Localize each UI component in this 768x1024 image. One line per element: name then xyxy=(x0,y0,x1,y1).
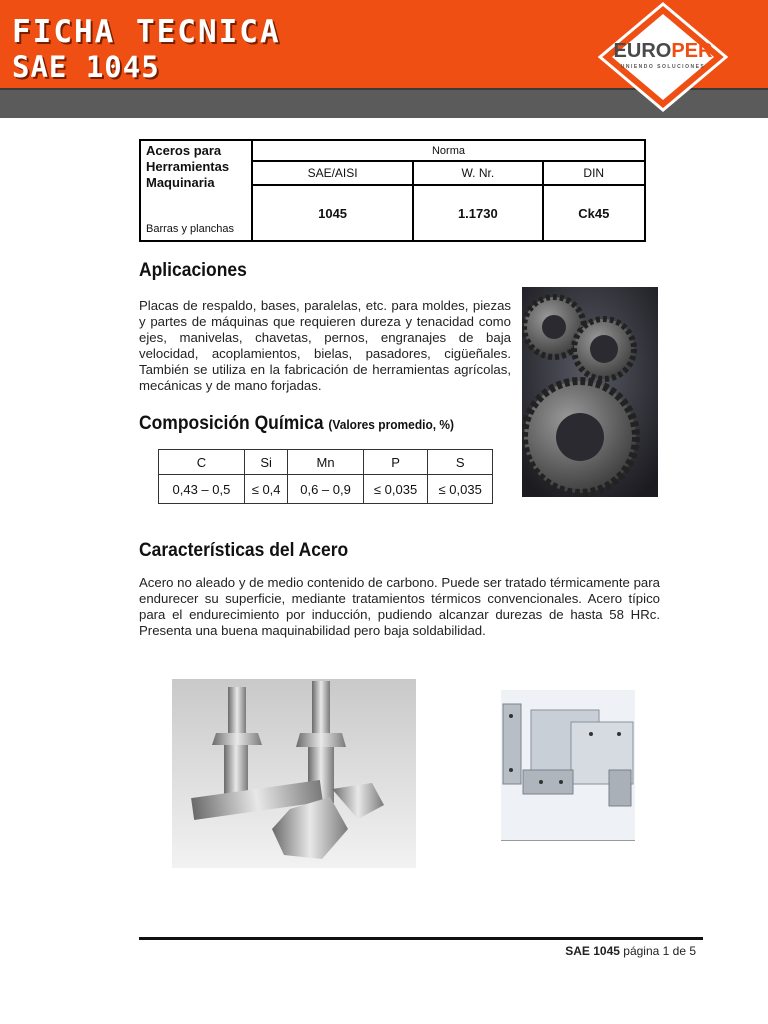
composicion-heading-note: (Valores promedio, %) xyxy=(328,417,455,432)
bolts-image xyxy=(172,679,416,868)
europer-logo xyxy=(598,2,728,112)
composicion-heading xyxy=(139,413,454,435)
comp-value-s: ≤ 0,035 xyxy=(428,475,493,504)
category-cell xyxy=(140,140,252,241)
aplicaciones-heading: Aplicaciones xyxy=(139,260,247,281)
plates-image xyxy=(501,690,635,841)
col-header-sae: SAE/AISI xyxy=(252,161,413,185)
comp-value-p: ≤ 0,035 xyxy=(363,475,428,504)
value-wnr: 1.1730 xyxy=(413,185,542,241)
comp-header-c: C xyxy=(159,450,245,475)
category-sub: Barras y planchas xyxy=(146,223,235,235)
comp-header-p: P xyxy=(363,450,428,475)
norma-header: Norma xyxy=(252,140,645,161)
logo-text-main: EURO xyxy=(613,40,672,62)
composition-table xyxy=(158,449,493,504)
footer-page-number: página 1 de 5 xyxy=(623,944,696,958)
footer-divider xyxy=(139,937,703,940)
logo-text-accent: PER xyxy=(671,40,713,62)
composicion-heading-text: Composición Química xyxy=(139,413,324,434)
aplicaciones-text: Placas de respaldo, bases, paralelas, etc. para moldes, piezas y partes de máquinas que requieren dureza y tenacidad como ejes, manivelas, chavetas, pernos, engranajes de baja velocidad, acoplamientos, bielas, pasadores, cigüeñales. También se utiliza en la fabricación de herramientas agrícolas, mecánicas y de mano forjadas. xyxy=(139,298,511,393)
footer-doc-label: SAE 1045 xyxy=(565,944,620,958)
comp-value-mn: 0,6 – 0,9 xyxy=(288,475,363,504)
norma-table xyxy=(139,139,646,242)
comp-header-si: Si xyxy=(244,450,288,475)
comp-value-c: 0,43 – 0,5 xyxy=(159,475,245,504)
value-sae: 1045 xyxy=(252,185,413,241)
comp-header-s: S xyxy=(428,450,493,475)
comp-header-mn: Mn xyxy=(288,450,363,475)
caracteristicas-heading: Características del Acero xyxy=(139,540,349,561)
col-header-wnr: W. Nr. xyxy=(413,161,542,185)
logo-wordmark xyxy=(598,40,728,63)
gears-image xyxy=(522,287,658,497)
comp-value-si: ≤ 0,4 xyxy=(244,475,288,504)
caracteristicas-text: Acero no aleado y de medio contenido de carbono. Puede ser tratado térmicamente para endurecer su superficie, mediante tratamientos térmicos convencionales. Acero típico para el endurecimiento por inducción, pudiendo alcanzar durezas de hasta 58 HRc. Presenta una buena maquinabilidad pero baja soldabilidad. xyxy=(139,575,660,638)
logo-tagline: UNIENDO SOLUCIONES xyxy=(620,64,706,70)
document-title: FICHA TECNICA xyxy=(12,14,281,50)
category-label: Aceros para Herramientas Maquinaria xyxy=(146,143,230,190)
col-header-din: DIN xyxy=(543,161,645,185)
value-din: Ck45 xyxy=(543,185,645,241)
document-subtitle: SAE 1045 xyxy=(12,50,160,84)
page-footer xyxy=(470,944,696,958)
